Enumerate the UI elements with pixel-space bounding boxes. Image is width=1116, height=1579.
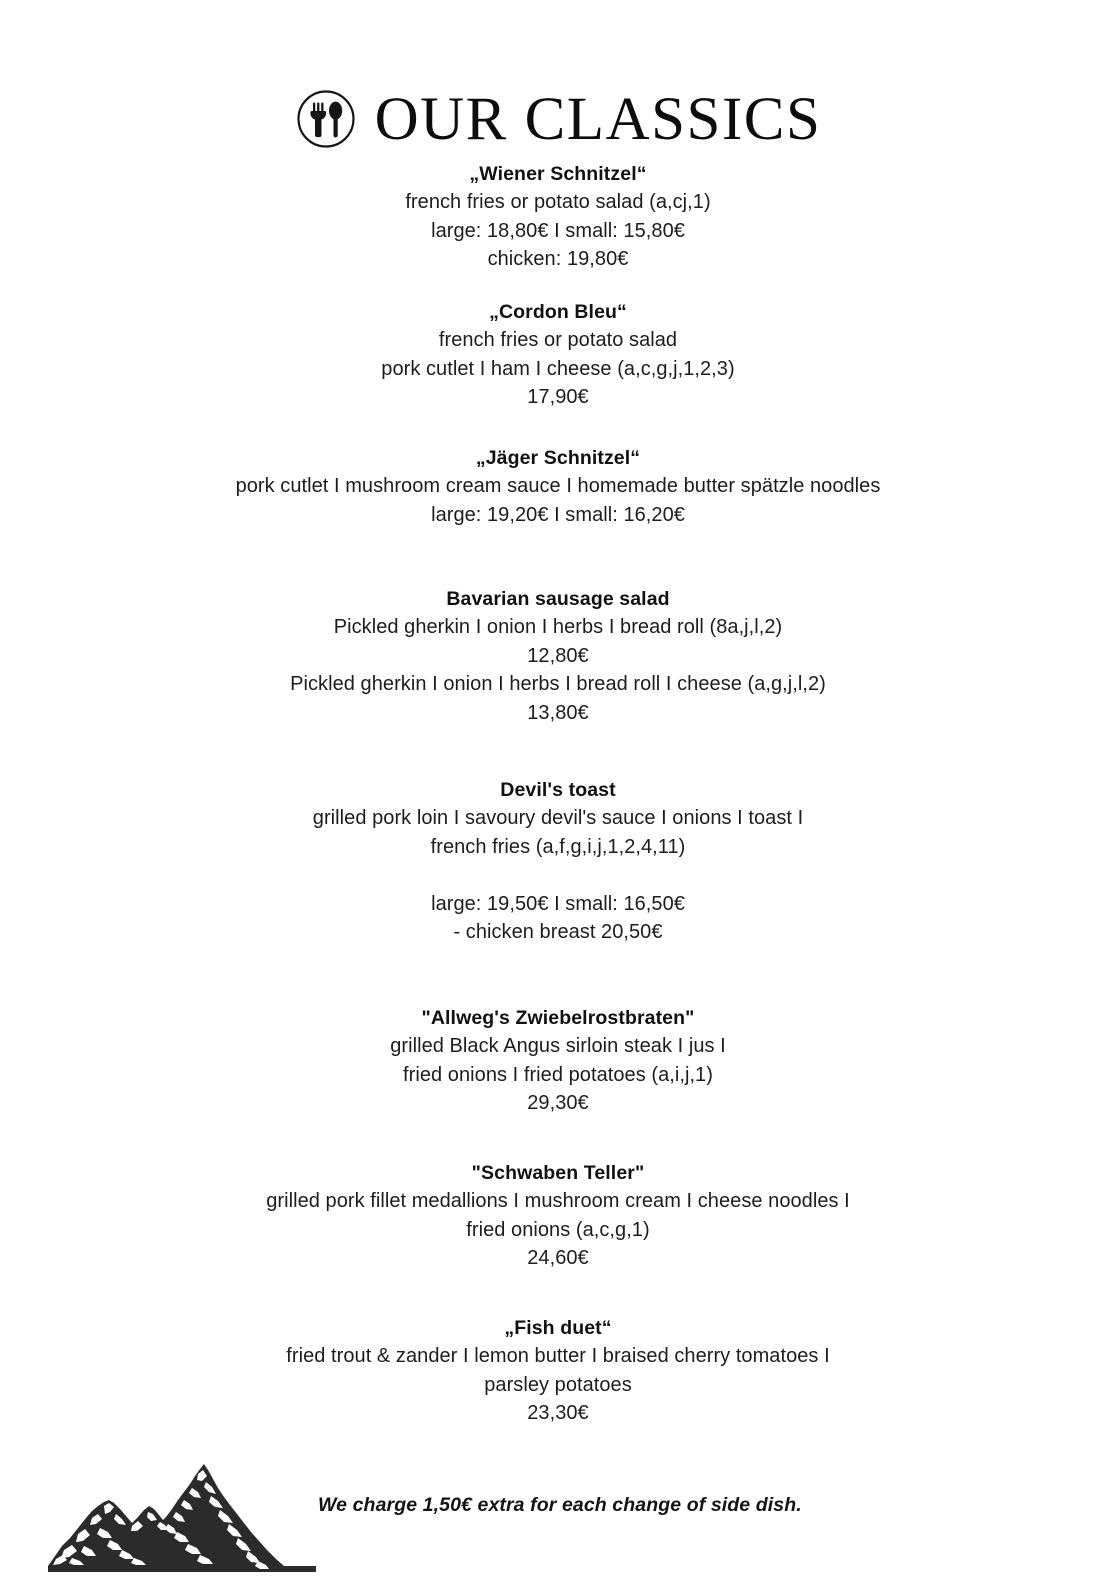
menu-item-line: large: 19,50€ I small: 16,50€ — [431, 892, 685, 915]
menu-item-line: 12,80€ — [527, 644, 589, 667]
menu-item — [0, 1004, 1116, 1118]
menu-item — [0, 776, 1116, 947]
menu-item-line: Pickled gherkin I onion I herbs I bread roll I cheese (a,g,j,l,2) — [290, 673, 826, 695]
page-footer — [0, 1449, 1116, 1579]
menu-item-line: french fries or potato salad — [438, 329, 678, 351]
menu-item-line: french fries or potato salad (a,cj,1) — [405, 191, 711, 213]
menu-item-line: large: 19,20€ I small: 16,20€ — [431, 503, 685, 526]
menu-item-name: „Wiener Schnitzel“ — [469, 163, 647, 185]
menu-item-line: french fries (a,f,g,i,j,1,2,4,11) — [430, 835, 686, 858]
menu-item-name: "Schwaben Teller" — [471, 1162, 645, 1184]
page-header — [0, 0, 1116, 154]
menu-item-line: 29,30€ — [527, 1092, 589, 1114]
menu-item-line: grilled Black Angus sirloin steak I jus I — [390, 1035, 726, 1057]
menu-item-line: fried trout & zander I lemon butter I braised cherry tomatoes I — [286, 1345, 830, 1367]
page-title: OUR CLASSICS — [374, 85, 822, 153]
menu-item-line: 24,60€ — [527, 1247, 589, 1269]
menu-item-line: 17,90€ — [527, 386, 589, 408]
mountain-range-icon — [48, 1462, 316, 1577]
menu-item-line: grilled pork fillet medallions I mushroom cream I cheese noodles I — [266, 1190, 850, 1212]
menu-item — [0, 160, 1116, 274]
menu-item-name: "Allweg's Zwiebelrostbraten" — [421, 1007, 695, 1029]
menu-item-name: „Jäger Schnitzel“ — [475, 447, 641, 469]
menu-item-line: large: 18,80€ I small: 15,80€ — [431, 219, 685, 242]
menu-item-line: grilled pork loin I savoury devil's sauce I onions I toast I — [312, 807, 804, 829]
menu-item-spacer — [0, 861, 1116, 890]
menu-item — [0, 585, 1116, 727]
menu-item-line: Pickled gherkin I onion I herbs I bread roll (8a,j,l,2) — [333, 616, 783, 638]
menu-item-line: pork cutlet I mushroom cream sauce I homemade butter spätzle noodles — [235, 475, 881, 497]
menu-item-line: pork cutlet I ham I cheese (a,c,g,j,1,2,3) — [381, 357, 735, 380]
menu-item — [0, 1314, 1116, 1428]
menu-item-name: „Fish duet“ — [504, 1317, 612, 1339]
menu-item-line: chicken: 19,80€ — [487, 248, 629, 270]
menu-item-name: „Cordon Bleu“ — [489, 301, 627, 323]
menu-item-line: parsley potatoes — [484, 1373, 632, 1396]
menu-item — [0, 444, 1116, 529]
menu-item-line: 23,30€ — [527, 1402, 589, 1424]
menu-item-line: fried onions I fried potatoes (a,i,j,1) — [403, 1063, 713, 1086]
menu-item-name: Bavarian sausage salad — [446, 588, 670, 610]
menu-item — [0, 1159, 1116, 1273]
menu-item-name: Devil's toast — [500, 779, 616, 801]
menu-item-line: fried onions (a,c,g,1) — [466, 1218, 650, 1241]
fork-spoon-plate-icon — [295, 88, 357, 150]
menu-item-line: 13,80€ — [527, 701, 589, 724]
side-dish-charge-note: We charge 1,50€ extra for each change of side dish. — [318, 1494, 802, 1516]
menu-item-line: - chicken breast 20,50€ — [453, 921, 663, 943]
menu-item — [0, 298, 1116, 412]
